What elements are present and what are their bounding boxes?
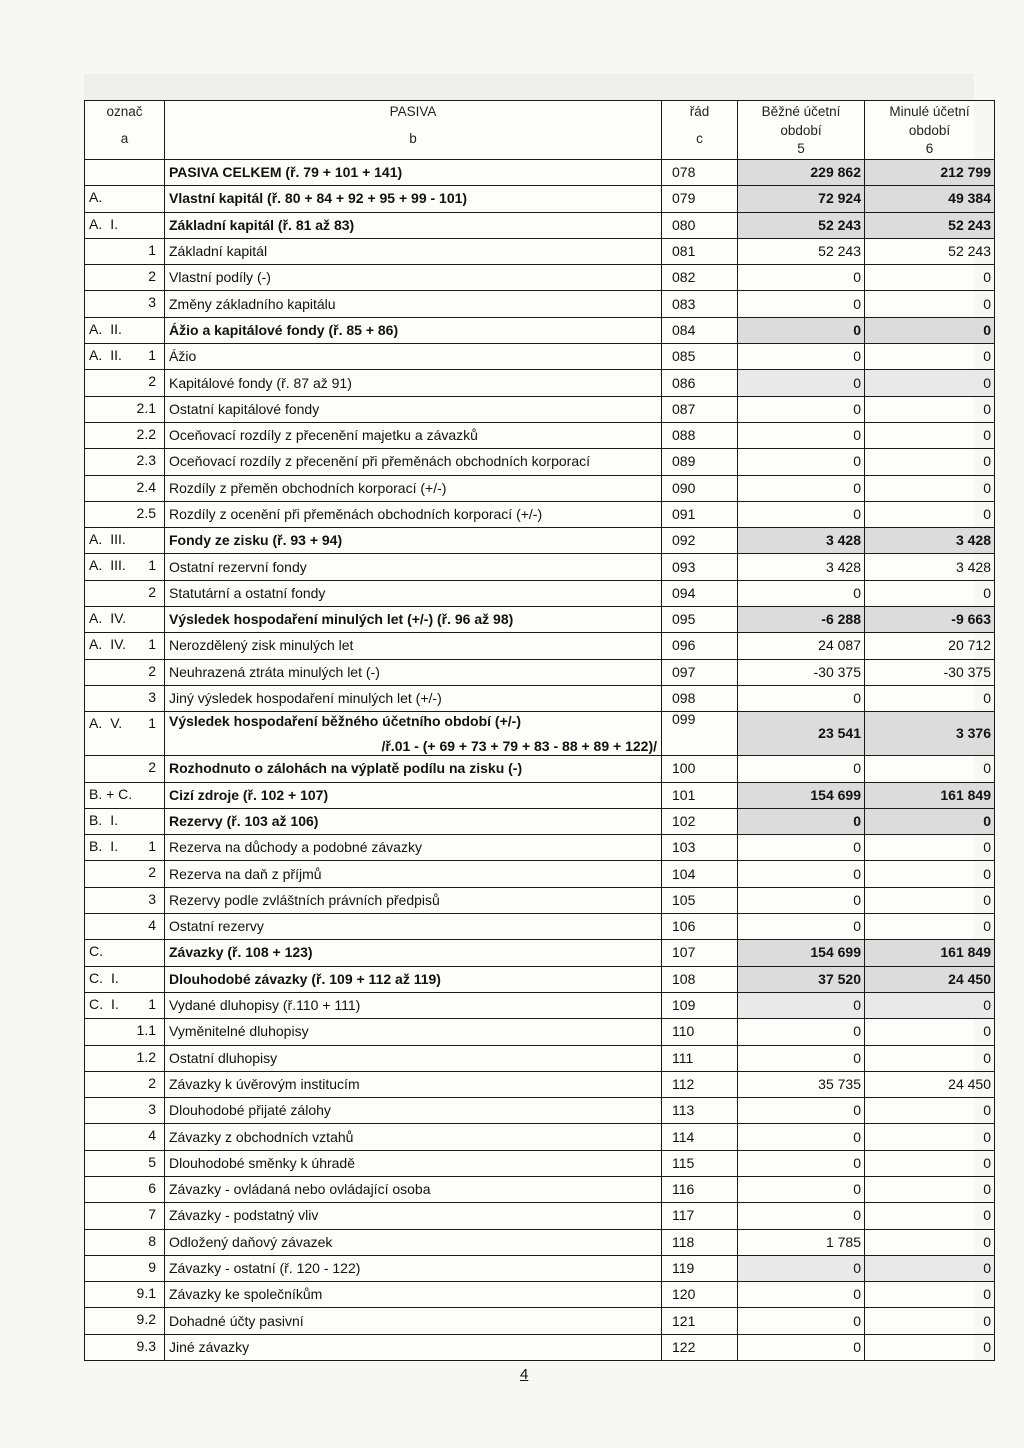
row-label: Závazky (ř. 108 + 123) [165,940,662,966]
row-mark: A. V. 1 [85,712,165,756]
row-mark: 9.2 [85,1308,165,1334]
row-mark: 1.1 [85,1019,165,1045]
value-previous-period: -9 663 [865,607,995,633]
row-mark: 2 [85,580,165,606]
value-current-period: 35 735 [738,1071,865,1097]
header-previous-period: Minulé účetní období 6 [865,101,995,160]
value-previous-period: 161 849 [865,940,995,966]
value-current-period: 3 428 [738,528,865,554]
value-current-period: 52 243 [738,238,865,264]
value-current-period: 0 [738,1124,865,1150]
value-current-period: 0 [738,992,865,1018]
value-current-period: 0 [738,914,865,940]
value-current-period: 0 [738,422,865,448]
row-label: Vydané dluhopisy (ř.110 + 111) [165,992,662,1018]
row-label: Závazky k úvěrovým institucím [165,1071,662,1097]
row-label: Základní kapitál [165,238,662,264]
row-label: Závazky - ostatní (ř. 120 - 122) [165,1255,662,1281]
row-label: Dlouhodobé směnky k úhradě [165,1150,662,1176]
row-label: Výsledek hospodaření minulých let (+/-) (ř. 96 až 98) [165,607,662,633]
row-number: 096 [662,633,738,659]
value-previous-period: 24 450 [865,966,995,992]
row-label: Závazky ke společníkům [165,1282,662,1308]
row-mark: A. III. 1 [85,554,165,580]
row-mark: 2 [85,861,165,887]
value-previous-period: 0 [865,887,995,913]
row-number: 117 [662,1203,738,1229]
value-current-period: 23 541 [738,712,865,756]
value-current-period: 24 087 [738,633,865,659]
row-number: 093 [662,554,738,580]
value-previous-period: 0 [865,317,995,343]
table-row [85,835,995,861]
row-mark: A. [85,186,165,212]
row-mark: 5 [85,1150,165,1176]
row-mark: 4 [85,914,165,940]
table-row [85,580,995,606]
value-current-period: 0 [738,475,865,501]
table-row [85,212,995,238]
value-current-period: 52 243 [738,212,865,238]
row-label: PASIVA CELKEM (ř. 79 + 101 + 141) [165,160,662,186]
table-row [85,1255,995,1281]
row-number: 098 [662,685,738,711]
row-label: Závazky z obchodních vztahů [165,1124,662,1150]
row-mark: 3 [85,685,165,711]
row-label: Oceňovací rozdíly z přecenění při přeměnách obchodních korporací [165,449,662,475]
header-mark: označ a [85,101,165,160]
row-mark: B. + C. [85,782,165,808]
table-row [85,607,995,633]
header-current-period: Běžné účetní období 5 [738,101,865,160]
value-current-period: 0 [738,317,865,343]
value-current-period: 154 699 [738,940,865,966]
value-current-period: 0 [738,1045,865,1071]
value-previous-period: 0 [865,914,995,940]
row-number: 091 [662,501,738,527]
value-previous-period: 24 450 [865,1071,995,1097]
row-label: Fondy ze zisku (ř. 93 + 94) [165,528,662,554]
row-mark: 3 [85,291,165,317]
row-number: 110 [662,1019,738,1045]
value-previous-period: 52 243 [865,212,995,238]
row-mark: 2 [85,659,165,685]
row-number: 084 [662,317,738,343]
table-row [85,861,995,887]
row-label: Vlastní podíly (-) [165,265,662,291]
row-label: Statutární a ostatní fondy [165,580,662,606]
table-row [85,782,995,808]
row-mark: 2 [85,1071,165,1097]
value-current-period: 0 [738,887,865,913]
row-label: Rozhodnuto o zálohách na výplatě podílu na zisku (-) [165,756,662,782]
row-label: Jiné závazky [165,1334,662,1360]
row-number: 118 [662,1229,738,1255]
row-label: Závazky - podstatný vliv [165,1203,662,1229]
row-number: 079 [662,186,738,212]
scan-shadow [84,74,974,100]
value-current-period: 0 [738,1255,865,1281]
value-current-period: 0 [738,1282,865,1308]
row-label: Rezerva na daň z příjmů [165,861,662,887]
table-row [85,449,995,475]
row-label: Vlastní kapitál (ř. 80 + 84 + 92 + 95 + 99 - 101) [165,186,662,212]
value-current-period: -30 375 [738,659,865,685]
row-number: 103 [662,835,738,861]
table-row [85,1045,995,1071]
value-current-period: 0 [738,1308,865,1334]
value-previous-period: 161 849 [865,782,995,808]
row-number: 080 [662,212,738,238]
header-row-number: řád c [662,101,738,160]
table-row [85,554,995,580]
row-mark: 3 [85,1098,165,1124]
table-row [85,160,995,186]
row-mark: 6 [85,1176,165,1202]
table-row [85,370,995,396]
value-current-period: 229 862 [738,160,865,186]
row-mark: 2.4 [85,475,165,501]
row-mark [85,160,165,186]
row-number: 106 [662,914,738,940]
table-row [85,422,995,448]
table-row [85,756,995,782]
table-row [85,659,995,685]
row-label: Ostatní rezervní fondy [165,554,662,580]
row-number: 102 [662,808,738,834]
value-current-period: 0 [738,756,865,782]
value-current-period: 0 [738,1203,865,1229]
value-previous-period: 0 [865,992,995,1018]
row-number: 101 [662,782,738,808]
row-number: 097 [662,659,738,685]
row-number: 082 [662,265,738,291]
value-previous-period: 49 384 [865,186,995,212]
value-current-period: 0 [738,449,865,475]
value-current-period: 37 520 [738,966,865,992]
value-previous-period: 0 [865,1255,995,1281]
table-row [85,265,995,291]
value-previous-period: 0 [865,291,995,317]
table-row [85,291,995,317]
row-label: Kapitálové fondy (ř. 87 až 91) [165,370,662,396]
value-current-period: 0 [738,396,865,422]
row-number: 111 [662,1045,738,1071]
row-label: Rozdíly z přeměn obchodních korporací (+/-) [165,475,662,501]
row-mark: C. [85,940,165,966]
value-previous-period: 20 712 [865,633,995,659]
table-body [85,160,995,1361]
table-row [85,396,995,422]
row-mark: 2 [85,265,165,291]
value-previous-period: 0 [865,861,995,887]
value-previous-period: 0 [865,1334,995,1360]
value-previous-period: 0 [865,1045,995,1071]
value-previous-period: 0 [865,835,995,861]
row-number: 086 [662,370,738,396]
row-mark: A. I. [85,212,165,238]
value-previous-period: 0 [865,265,995,291]
table-row [85,633,995,659]
table-row [85,1124,995,1150]
row-number: 104 [662,861,738,887]
row-number: 095 [662,607,738,633]
row-mark: 4 [85,1124,165,1150]
value-current-period: 0 [738,1019,865,1045]
value-current-period: 3 428 [738,554,865,580]
value-previous-period: 0 [865,685,995,711]
row-label: Základní kapitál (ř. 81 až 83) [165,212,662,238]
value-previous-period: 0 [865,580,995,606]
row-mark: A. III. [85,528,165,554]
value-previous-period: 212 799 [865,160,995,186]
row-number: 090 [662,475,738,501]
value-previous-period: 0 [865,1308,995,1334]
table-row [85,1071,995,1097]
row-number: 092 [662,528,738,554]
value-current-period: 0 [738,835,865,861]
value-previous-period: 0 [865,475,995,501]
value-current-period: 154 699 [738,782,865,808]
value-current-period: 0 [738,1176,865,1202]
row-mark: 8 [85,1229,165,1255]
value-previous-period: 0 [865,422,995,448]
value-previous-period: 0 [865,501,995,527]
value-previous-period: 0 [865,396,995,422]
row-label: Výsledek hospodaření běžného účetního období (+/-) /ř.01 - (+ 69 + 73 + 79 + 83 - 88 + 89 + 122)/ [165,712,662,756]
row-number: 105 [662,887,738,913]
row-mark: 2.5 [85,501,165,527]
row-label: Cizí zdroje (ř. 102 + 107) [165,782,662,808]
row-number: 119 [662,1255,738,1281]
row-number: 116 [662,1176,738,1202]
table-row [85,940,995,966]
row-mark: 2.3 [85,449,165,475]
row-number: 114 [662,1124,738,1150]
table-row [85,808,995,834]
table-row [85,712,995,756]
page-number: 4 [520,1366,529,1383]
value-current-period: 0 [738,580,865,606]
table-row [85,344,995,370]
row-label: Dlouhodobé přijaté zálohy [165,1098,662,1124]
row-mark: 9.1 [85,1282,165,1308]
table-row [85,1150,995,1176]
row-label: Neuhrazená ztráta minulých let (-) [165,659,662,685]
row-mark: A. II. 1 [85,344,165,370]
row-number: 099 [662,712,738,756]
value-previous-period: 0 [865,370,995,396]
value-previous-period: 0 [865,344,995,370]
table-row [85,501,995,527]
value-current-period: -6 288 [738,607,865,633]
row-label: Dlouhodobé závazky (ř. 109 + 112 až 119) [165,966,662,992]
value-previous-period: 0 [865,1098,995,1124]
row-mark: C. I. 1 [85,992,165,1018]
row-number: 083 [662,291,738,317]
row-number: 122 [662,1334,738,1360]
table-row [85,475,995,501]
table-row [85,966,995,992]
row-number: 113 [662,1098,738,1124]
row-mark: B. I. 1 [85,835,165,861]
row-number: 087 [662,396,738,422]
row-label: Změny základního kapitálu [165,291,662,317]
row-mark: A. IV. 1 [85,633,165,659]
value-current-period: 72 924 [738,186,865,212]
value-current-period: 0 [738,291,865,317]
value-previous-period: 0 [865,1229,995,1255]
row-number: 085 [662,344,738,370]
value-previous-period: 0 [865,1203,995,1229]
row-mark: 1.2 [85,1045,165,1071]
row-mark: 9.3 [85,1334,165,1360]
row-mark: 2.2 [85,422,165,448]
value-previous-period: 0 [865,449,995,475]
table-row [85,992,995,1018]
table-row [85,914,995,940]
row-label: Rezervy podle zvláštních právních předpisů [165,887,662,913]
row-label: Vyměnitelné dluhopisy [165,1019,662,1045]
value-current-period: 0 [738,861,865,887]
table-row [85,238,995,264]
row-number: 109 [662,992,738,1018]
value-current-period: 0 [738,370,865,396]
row-number: 121 [662,1308,738,1334]
row-number: 100 [662,756,738,782]
row-label: Rezervy (ř. 103 až 106) [165,808,662,834]
value-current-period: 0 [738,501,865,527]
value-current-period: 0 [738,808,865,834]
table-row [85,1098,995,1124]
row-label: Ostatní dluhopisy [165,1045,662,1071]
table-row [85,887,995,913]
table-row [85,1229,995,1255]
row-mark: 2 [85,370,165,396]
table-row [85,1203,995,1229]
row-mark: 3 [85,887,165,913]
row-number: 120 [662,1282,738,1308]
table-row [85,685,995,711]
value-current-period: 0 [738,1098,865,1124]
table-row [85,1308,995,1334]
value-previous-period: 3 376 [865,712,995,756]
value-current-period: 0 [738,1334,865,1360]
table-row [85,1019,995,1045]
value-previous-period: 52 243 [865,238,995,264]
row-label: Rozdíly z ocenění při přeměnách obchodních korporací (+/-) [165,501,662,527]
value-previous-period: 0 [865,1282,995,1308]
row-mark: 2 [85,756,165,782]
row-label: Dohadné účty pasivní [165,1308,662,1334]
row-label: Nerozdělený zisk minulých let [165,633,662,659]
value-previous-period: -30 375 [865,659,995,685]
table-row [85,528,995,554]
value-current-period: 0 [738,1150,865,1176]
row-label: Odložený daňový závazek [165,1229,662,1255]
value-previous-period: 3 428 [865,554,995,580]
value-current-period: 0 [738,685,865,711]
table-row [85,186,995,212]
row-number: 115 [662,1150,738,1176]
row-number: 081 [662,238,738,264]
row-number: 094 [662,580,738,606]
header-pasiva: PASIVA b [165,101,662,160]
row-label: Jiný výsledek hospodaření minulých let (+/-) [165,685,662,711]
row-number: 107 [662,940,738,966]
row-label: Ostatní kapitálové fondy [165,396,662,422]
row-number: 089 [662,449,738,475]
table-row [85,1282,995,1308]
row-mark: A. II. [85,317,165,343]
table-row [85,1334,995,1360]
row-mark: 9 [85,1255,165,1281]
value-previous-period: 0 [865,1176,995,1202]
table-header [85,101,995,160]
row-mark: 2.1 [85,396,165,422]
row-number: 108 [662,966,738,992]
row-mark: A. IV. [85,607,165,633]
value-previous-period: 0 [865,1019,995,1045]
value-current-period: 0 [738,344,865,370]
row-label: Ážio [165,344,662,370]
row-label: Ostatní rezervy [165,914,662,940]
row-mark: C. I. [85,966,165,992]
value-previous-period: 0 [865,1150,995,1176]
row-label: Rezerva na důchody a podobné závazky [165,835,662,861]
table-row [85,1176,995,1202]
row-label: Ážio a kapitálové fondy (ř. 85 + 86) [165,317,662,343]
value-previous-period: 0 [865,756,995,782]
row-number: 078 [662,160,738,186]
row-label: Oceňovací rozdíly z přecenění majetku a závazků [165,422,662,448]
value-previous-period: 0 [865,808,995,834]
balance-sheet-liabilities [84,100,991,1361]
pasiva-table [84,100,995,1361]
table-row [85,317,995,343]
row-number: 112 [662,1071,738,1097]
value-current-period: 0 [738,265,865,291]
value-current-period: 1 785 [738,1229,865,1255]
row-mark: 7 [85,1203,165,1229]
value-previous-period: 0 [865,1124,995,1150]
row-mark: B. I. [85,808,165,834]
row-label: Závazky - ovládaná nebo ovládající osoba [165,1176,662,1202]
row-number: 088 [662,422,738,448]
value-previous-period: 3 428 [865,528,995,554]
row-mark: 1 [85,238,165,264]
